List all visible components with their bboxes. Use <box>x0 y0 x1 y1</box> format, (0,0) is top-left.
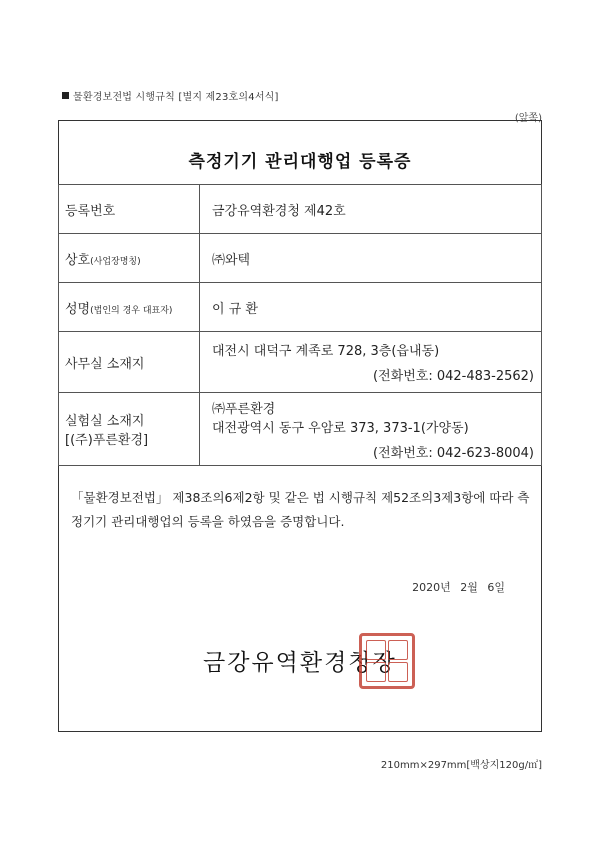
issue-date: 2020년 2월 6일 <box>412 581 505 594</box>
form-reference <box>62 88 279 103</box>
registration-number-label: 등록번호 <box>59 185 200 234</box>
table-row <box>59 185 542 234</box>
office-location-label: 사무실 소재지 <box>59 332 200 393</box>
lab-address: 대전광역시 동구 우암로 373, 373-1(가양동) <box>212 420 469 436</box>
representative-value: 이 규 환 <box>200 283 542 332</box>
lab-location-value <box>200 393 542 466</box>
certificate-frame <box>58 120 542 732</box>
company-name-value: ㈜와텍 <box>200 234 542 283</box>
company-name-label-sub: (사업장명칭) <box>90 256 141 267</box>
certification-statement: 「물환경보전법」 제38조의6제2항 및 같은 법 시행규칙 제52조의3제3항에 따라 측정기기 관리대행업의 등록을 하였음을 증명합니다. <box>71 490 530 529</box>
table-row <box>59 283 542 332</box>
paper-spec: 210mm×297mm[백상지120g/㎡] <box>380 760 542 771</box>
table-row <box>59 332 542 393</box>
square-bullet-icon <box>62 92 69 99</box>
lab-phone: (전화번호: 042-623-8004) <box>373 445 534 461</box>
representative-label <box>59 283 200 332</box>
table-row <box>59 234 542 283</box>
office-location-value <box>200 332 542 393</box>
page-side-note: (앞쪽) <box>514 113 542 124</box>
registration-info-table <box>58 184 542 466</box>
lab-location-label <box>59 393 200 466</box>
certificate-title: 측정기기 관리대행업 등록증 <box>188 152 412 172</box>
form-reference-text: 물환경보전법 시행규칙 [별지 제23호의4서식] <box>73 92 279 103</box>
registration-number-value: 금강유역환경청 제42호 <box>200 185 542 234</box>
issuing-authority: 금강유역환경청장 <box>203 650 397 676</box>
lab-location-label-line1: 실험실 소재지 <box>65 414 145 429</box>
official-seal-icon <box>359 633 415 689</box>
representative-label-sub: (법인의 경우 대표자) <box>90 305 173 316</box>
company-name-label-main: 상호 <box>65 252 91 268</box>
representative-label-main: 성명 <box>65 301 91 317</box>
lab-company: ㈜푸른환경 <box>212 401 276 417</box>
office-phone: (전화번호: 042-483-2562) <box>373 369 534 384</box>
company-name-label <box>59 234 200 283</box>
lab-location-label-line2: [(주)푸른환경] <box>65 433 149 448</box>
table-row <box>59 393 542 466</box>
office-address: 대전시 대덕구 계족로 728, 3층(읍내동) <box>212 344 440 359</box>
